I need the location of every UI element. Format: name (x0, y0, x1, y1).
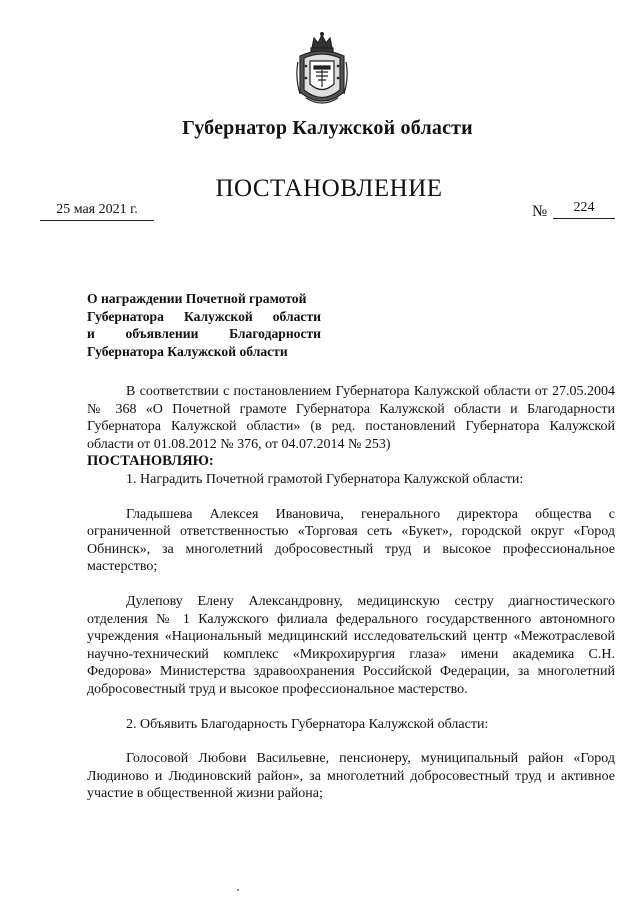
item-2-heading: 2. Объявить Благодарность Губернатора Калужской области: (126, 716, 489, 732)
issuing-authority: Губернатор Калужской области (182, 117, 473, 139)
subject-word: Губернатора (87, 308, 164, 324)
scan-speck (237, 889, 239, 891)
document-body (87, 383, 615, 803)
decree-heading: ПОСТАНОВЛЯЮ: (87, 453, 214, 470)
coat-of-arms-icon (294, 32, 350, 110)
document-type: ПОСТАНОВЛЕНИЕ (215, 175, 443, 202)
subject-word: и (87, 326, 95, 341)
document-subject (87, 290, 321, 360)
awardee-paragraph-3: Голосовой Любови Васильевне, пенсионеру, муниципальный район «Город Людиново и Людиновский район», за многолетний добросовестный труд и активное участие в общественной жизни района; (87, 751, 615, 802)
subject-word: Калужской (183, 308, 253, 324)
subject-word: Благодарности (229, 326, 321, 341)
awardee-paragraph-1: Гладышева Алексея Ивановича, генерального директора общества с ограниченной ответственностью «Торговая сеть «Букет», городской округ «Город Обнинск», за многолетний добросовестный труд и высокое профессиональное мастерство; (87, 506, 615, 575)
number-sign: № (532, 203, 548, 220)
document-number: 224 (553, 198, 615, 219)
preamble-paragraph: В соответствии с постановлением Губернатора Калужской области от 27.05.2004 № 368 «О Почетной грамоте Губернатора Калужской области и Благодарности Губернатора Калужской области» (в ред. постановлений Губернатора Калужской области от 01.08.2012 № 376, от 04.07.2014 № 253) (87, 384, 615, 452)
subject-line: Губернатора Калужской области (87, 343, 288, 359)
subject-line: О награждении Почетной грамотой (87, 291, 307, 306)
subject-word: области (272, 308, 321, 324)
item-1-heading: 1. Наградить Почетной грамотой Губернатора Калужской области: (126, 471, 524, 487)
subject-line (87, 308, 321, 326)
subject-line (87, 325, 321, 343)
awardee-paragraph-2: Дулепову Елену Александровну, медицинскую сестру диагностического отделения № 1 Калужского филиала федерального государственного автономного учреждения «Национальный медицинский исследовательский центр «Межотраслевой научно-технический комплекс «Микрохирургия глаза» имени академика С.Н. Федорова» Министерства здравоохранения Российской Федерации, за многолетний добросовестный труд и высокое профессиональное мастерство. (87, 593, 615, 697)
subject-word: объявлении (125, 326, 199, 341)
document-date: 25 мая 2021 г. (40, 200, 154, 221)
